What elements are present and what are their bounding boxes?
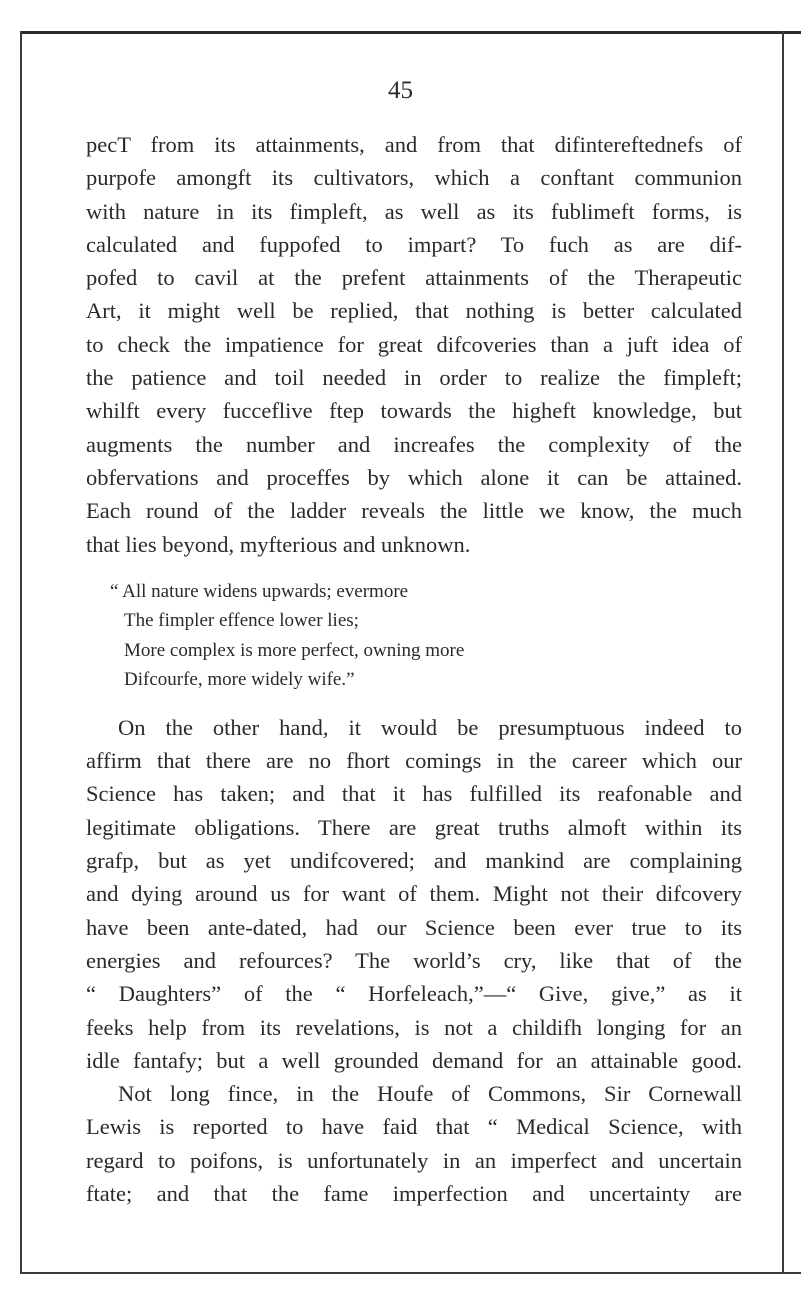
text-line: affirm that there are no fhort comings in the career which our — [86, 748, 742, 774]
text-line: ftate; and that the fame imperfection and uncertainty are — [86, 1181, 742, 1207]
text-line: have been ante-dated, had our Science been ever true to its — [86, 914, 742, 940]
text-line: the patience and toil needed in order to realize the fimpleft; — [86, 365, 742, 391]
text-line: calculated and fuppofed to impart? To fuch as are dif- — [86, 231, 742, 257]
text-line: augments the number and increafes the complexity of the — [86, 431, 742, 457]
text-line: regard to poifons, is unfortunately in an imperfect and uncertain — [86, 1147, 742, 1173]
text-line: On the other hand, it would be presumptuous indeed to — [118, 714, 742, 740]
text-line: to check the impatience for great difcoveries than a juft idea of — [86, 331, 742, 357]
paragraph-2 — [86, 711, 742, 1077]
text-line: pofed to cavil at the prefent attainments of the Therapeutic — [86, 265, 742, 291]
body-text — [86, 128, 742, 1210]
text-line: Lewis is reported to have faid that “ Medical Science, with — [86, 1114, 742, 1140]
text-line: and dying around us for want of them. Might not their difcovery — [86, 881, 742, 907]
text-line: idle fantafy; but a well grounded demand for an attainable good. — [86, 1047, 742, 1073]
text-line: grafp, but as yet undifcovered; and mankind are complaining — [86, 848, 742, 874]
text-line: Art, it might well be replied, that nothing is better calculated — [86, 298, 742, 324]
page-border-left — [20, 31, 22, 1274]
text-line: pecT from its attainments, and from that difintereftednefs of — [86, 132, 742, 157]
paragraph-3 — [86, 1077, 742, 1210]
text-line: that lies beyond, myfterious and unknown. — [86, 531, 471, 557]
verse-line: More complex is more perfect, owning more — [124, 639, 465, 661]
text-line: feeks help from its revelations, is not a childifh longing for an — [86, 1014, 742, 1040]
verse-line: Difcourfe, more widely wife.” — [124, 669, 355, 691]
page-border-top — [20, 31, 801, 34]
text-line: energies and refources? The world’s cry, like that of the — [86, 947, 742, 973]
text-line: Each round of the ladder reveals the little we know, the much — [86, 498, 742, 524]
text-line: whilft every fucceflive ftep towards the higheft knowledge, but — [86, 398, 742, 424]
page-border-bottom — [20, 1272, 801, 1274]
text-line: with nature in its fimpleft, as well as its fublimeft forms, is — [86, 198, 742, 224]
verse-quotation — [110, 577, 742, 695]
text-line: purpofe amongft its cultivators, which a conftant communion — [86, 165, 742, 191]
verse-line: “ All nature widens upwards; evermore — [110, 580, 409, 602]
page-number: 45 — [388, 77, 413, 104]
text-line: obfervations and proceffes by which alone it can be attained. — [86, 464, 742, 490]
verse-line: The fimpler effence lower lies; — [124, 610, 359, 632]
text-line: “ Daughters” of the “ Horfeleach,”—“ Give, give,” as it — [86, 981, 742, 1007]
page-border-right — [782, 31, 784, 1274]
text-line: Not long fince, in the Houfe of Commons, Sir Cornewall — [118, 1081, 742, 1107]
text-line: Science has taken; and that it has fulfilled its reafonable and — [86, 781, 742, 807]
paragraph-1 — [86, 128, 742, 561]
text-line: legitimate obligations. There are great truths almoft within its — [86, 814, 742, 840]
